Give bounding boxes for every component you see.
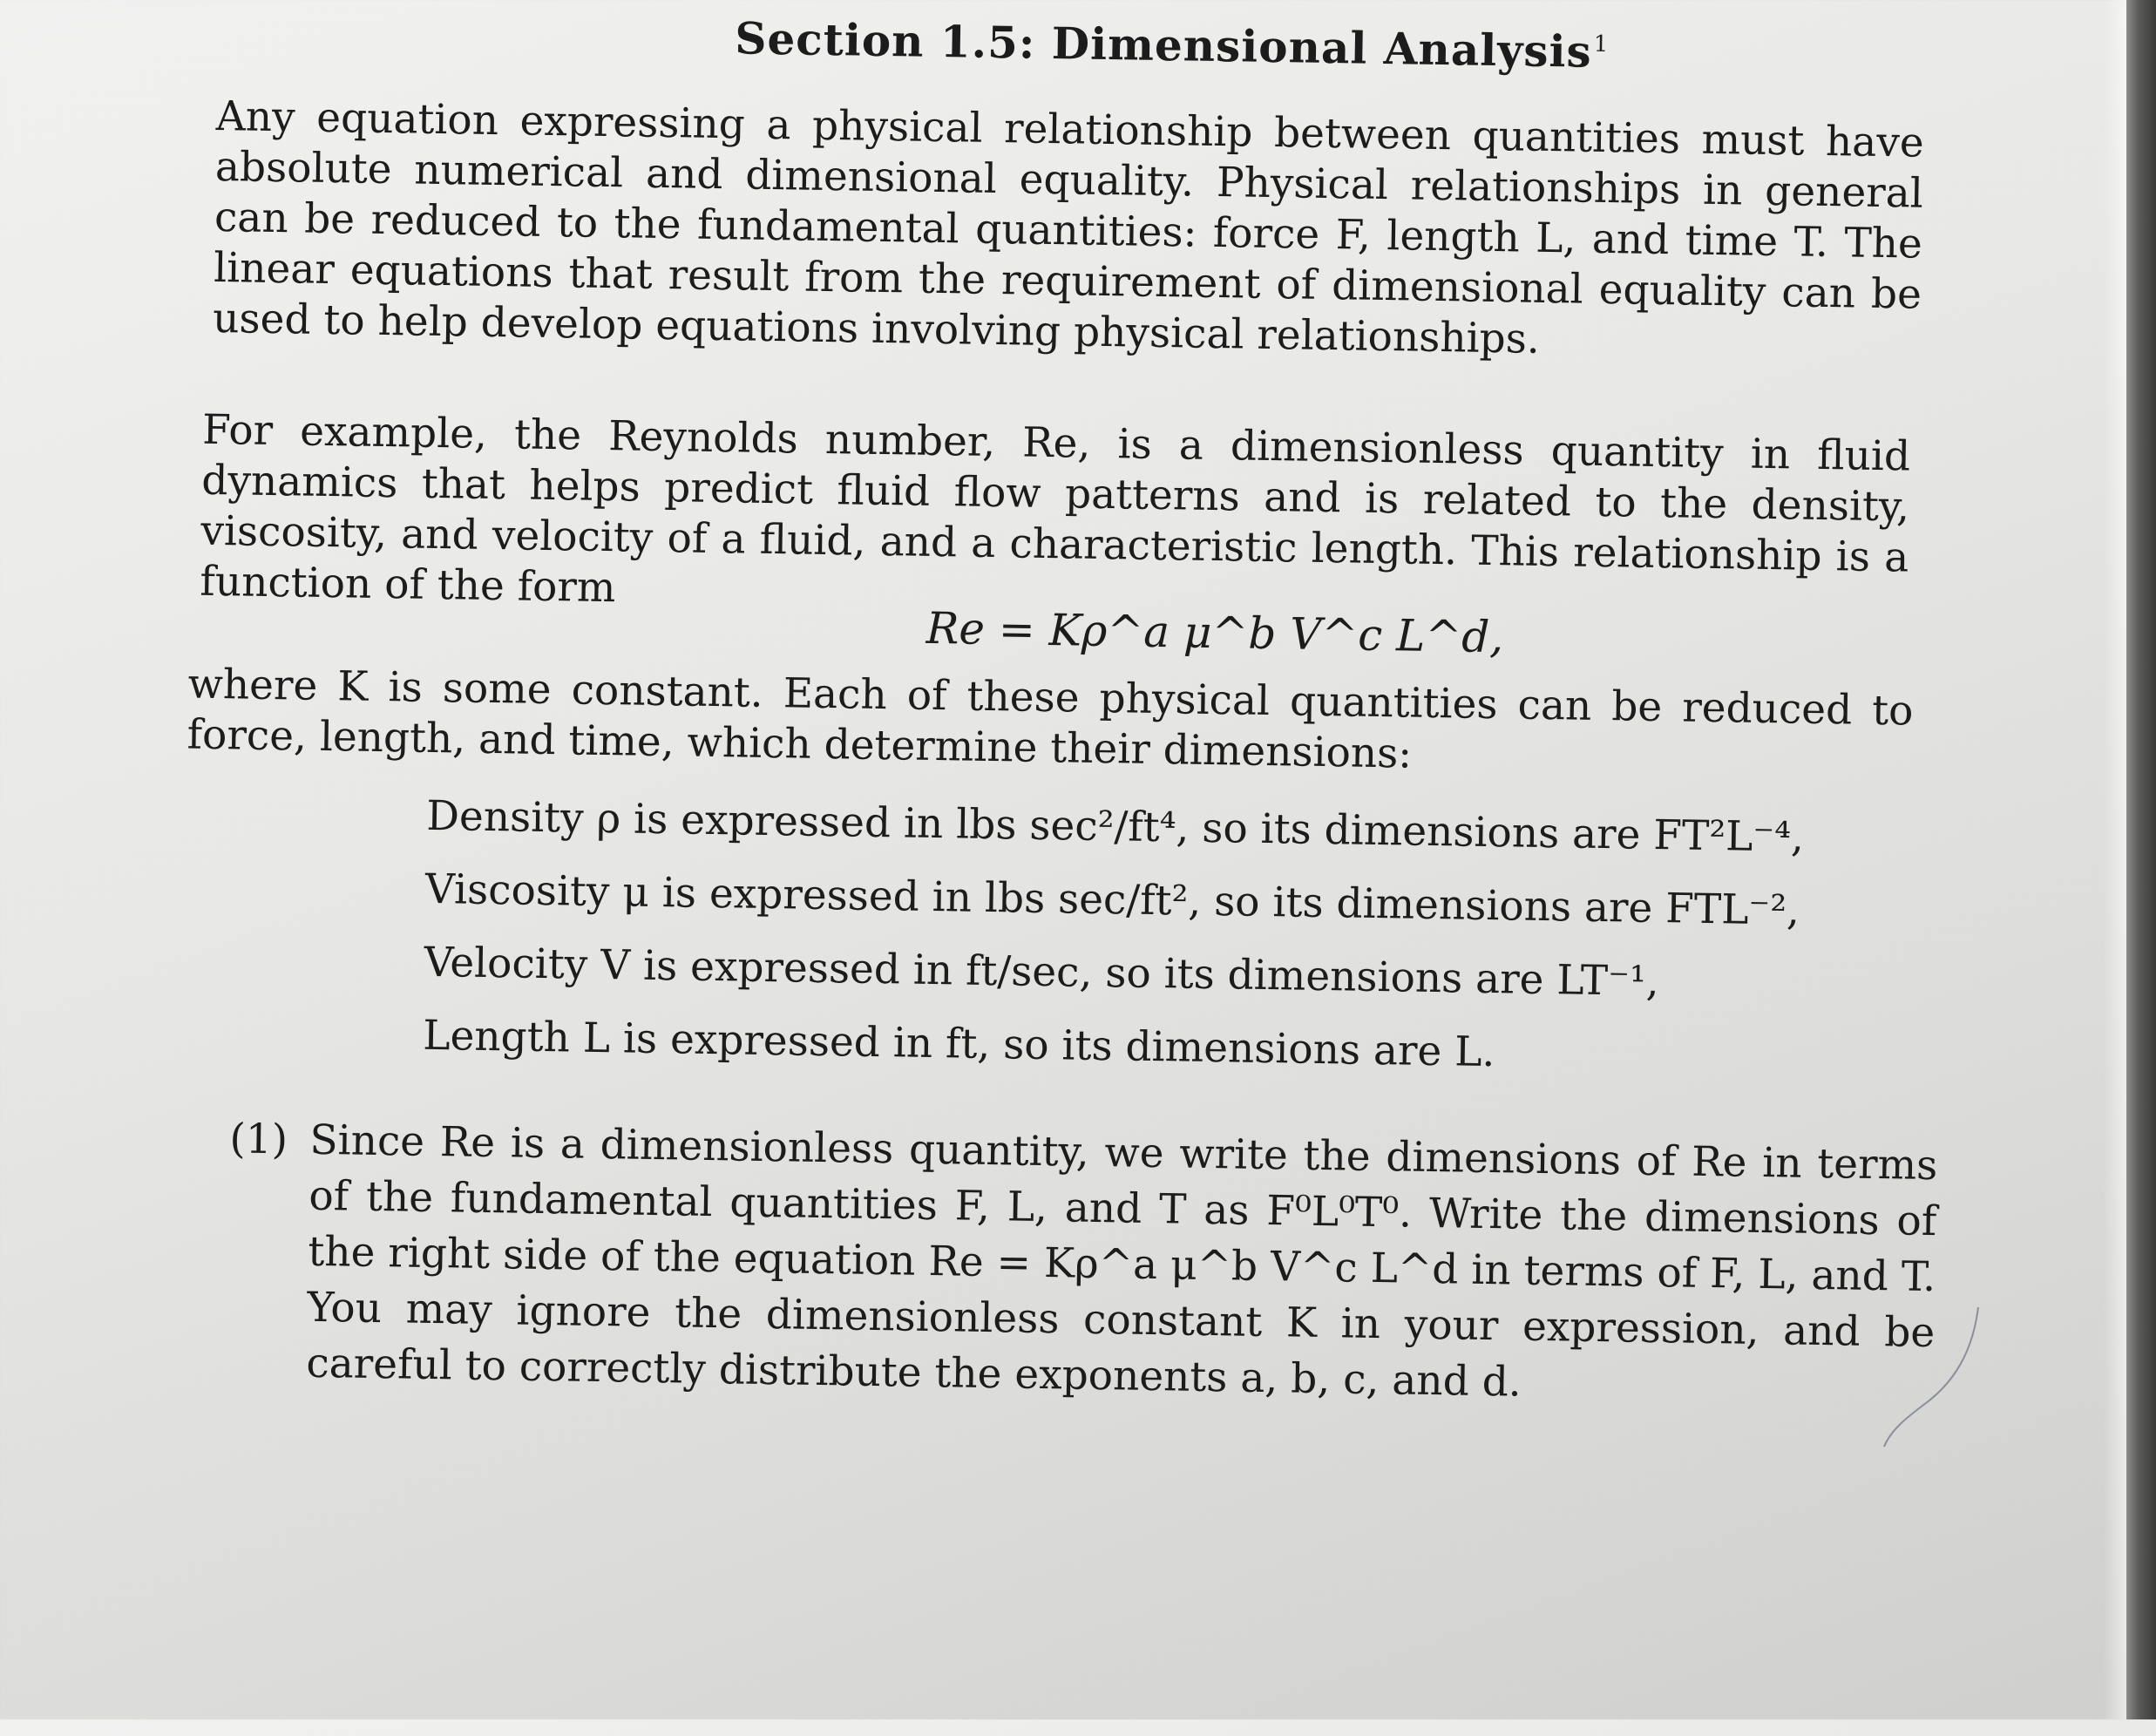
viscosity-dimension-line: Viscosity μ is expressed in lbs sec/ft², so its dimensions are FTL⁻²,	[424, 865, 1800, 935]
problem-text: Since Re is a dimensionless quantity, we write the dimensions of Re in terms of the fundamental quantities F, L, and T as F⁰L⁰T⁰. Write the dimensions of the right side of the equation Re = Kρ^a μ^b V^c L^d in terms of F, L, and T. You may ignore the dimensionless constant K in your expression, and be careful to correctly distribute the exponents a, b, c, and d.	[306, 1116, 1938, 1407]
problem-1	[226, 1111, 1938, 1417]
reynolds-equation: Re = Kρ^a μ^b V^c L^d,	[925, 602, 1504, 663]
reynolds-paragraph: For example, the Reynolds number, Re, is a dimensionless quantity in fluid dynamics that helps predict fluid flow patterns and is related to the density, viscosity, and velocity of a fluid, and a characteristic length. This relationship is a function of the form	[200, 405, 1911, 613]
screen-bezel-edge	[2126, 0, 2156, 1719]
constant-paragraph: where K is some constant. Each of these physical quantities can be reduced to force, length, and time, which determine their dimensions:	[186, 660, 1914, 778]
problem-number: (1)	[229, 1115, 288, 1164]
footnote-mark: 1	[1593, 31, 1610, 58]
length-dimension-line: Length L is expressed in ft, so its dimensions are L.	[422, 1011, 1495, 1077]
density-dimension-line: Density ρ is expressed in lbs sec²/ft⁴, so its dimensions are FT²L⁻⁴,	[425, 791, 1805, 862]
intro-paragraph: Any equation expressing a physical relationship between quantities must have absolute numerical and dimensional equality. Physical relationships in general can be reduced to the fundamental quantities: force F, length L, and time T. The linear equations that result from the requirement of dimensional equality can be used to help develop equations involving physical relationships.	[212, 92, 1925, 363]
page-edge-highlight	[2104, 0, 2126, 1719]
velocity-dimension-line: Velocity V is expressed in ft/sec, so its dimensions are LT⁻¹,	[424, 938, 1660, 1007]
section-title-text: Section 1.5: Dimensional Analysis	[734, 12, 1593, 78]
dimensions-list	[423, 780, 1805, 1095]
pen-stroke-mark	[1874, 1307, 2013, 1455]
section-title	[735, 12, 1610, 78]
